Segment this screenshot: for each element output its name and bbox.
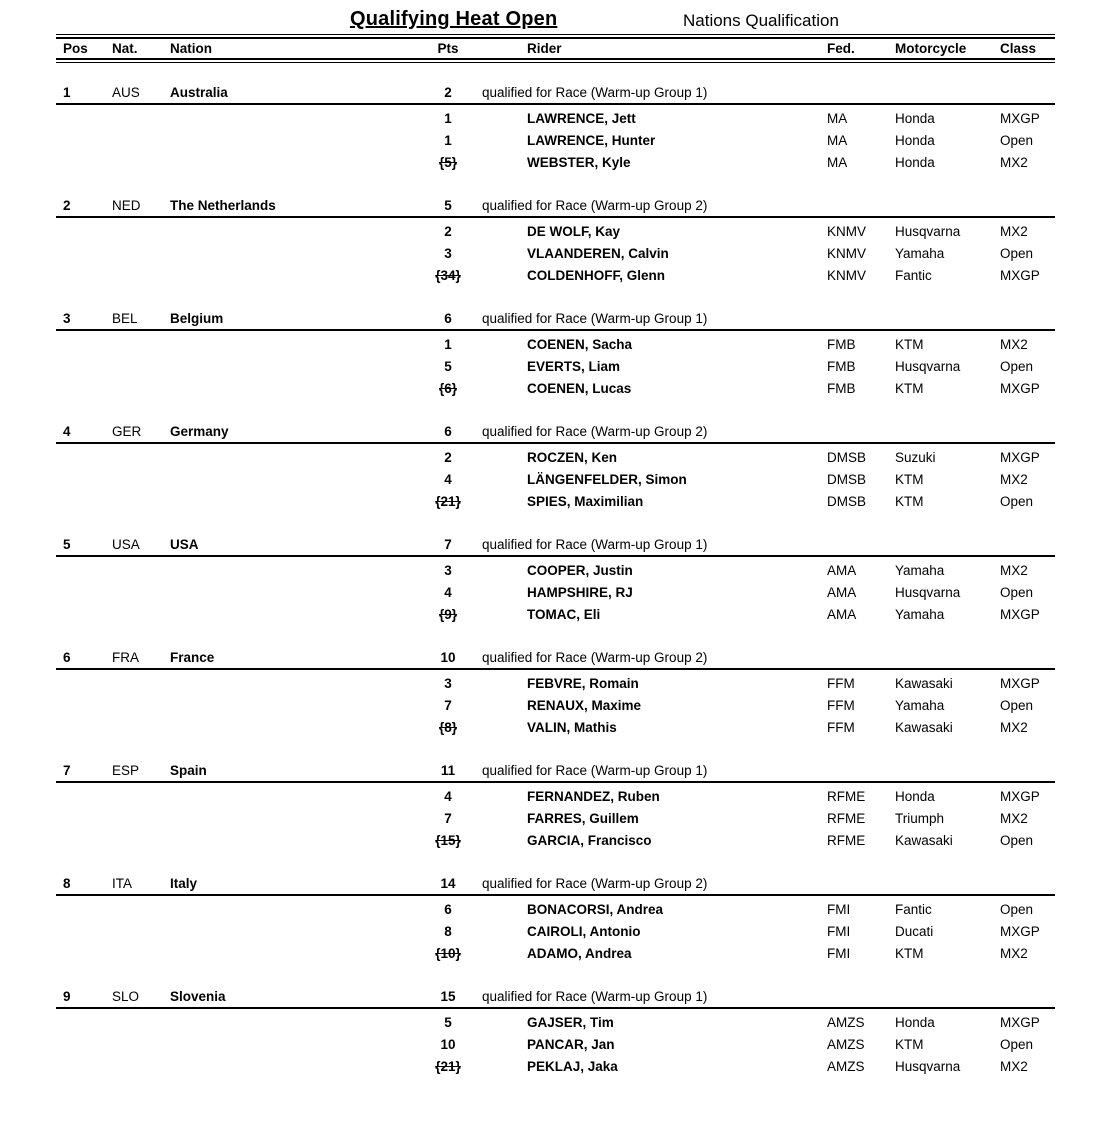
nation-position: 2 — [63, 198, 71, 214]
rider-class: MXGP — [1000, 268, 1040, 284]
rider-fed: FMB — [827, 381, 856, 397]
rider-fed: FFM — [827, 698, 855, 714]
rider-row — [56, 334, 1055, 356]
rider-fed: KNMV — [827, 268, 867, 284]
nation-points: 6 — [444, 424, 452, 440]
riders-container — [56, 105, 1055, 174]
nation-points: 10 — [440, 650, 456, 666]
nation-code: ITA — [112, 876, 132, 892]
riders-container — [56, 670, 1055, 739]
rider-row — [56, 491, 1055, 513]
rider-name: WEBSTER, Kyle — [527, 155, 631, 171]
rider-points: {8} — [438, 720, 457, 736]
nation-block — [56, 309, 1055, 400]
rider-motorcycle: Husqvarna — [895, 1059, 961, 1075]
qualified-text: qualified for Race (Warm-up Group 1) — [482, 537, 708, 553]
rider-name: HAMPSHIRE, RJ — [527, 585, 633, 601]
rider-motorcycle: Yamaha — [895, 698, 945, 714]
rider-points: 3 — [444, 676, 452, 692]
rider-class: Open — [1000, 833, 1034, 849]
rider-class: MXGP — [1000, 789, 1040, 805]
rider-name: FEBVRE, Romain — [527, 676, 639, 692]
page-subtitle: Nations Qualification — [683, 11, 839, 30]
riders-container — [56, 331, 1055, 400]
nation-name: Slovenia — [170, 989, 226, 1005]
rider-motorcycle: Honda — [895, 133, 935, 149]
nation-row — [56, 309, 1055, 331]
nation-position: 3 — [63, 311, 71, 327]
rider-row — [56, 717, 1055, 739]
rider-class: MXGP — [1000, 607, 1040, 623]
nation-code: SLO — [112, 989, 140, 1005]
nation-name: France — [170, 650, 215, 666]
nation-code: FRA — [112, 650, 139, 666]
rider-row — [56, 1034, 1055, 1056]
col-header-nation: Nation — [170, 40, 212, 56]
nation-row — [56, 535, 1055, 557]
rider-name: EVERTS, Liam — [527, 359, 621, 375]
rider-row — [56, 1056, 1055, 1078]
rider-motorcycle: Yamaha — [895, 246, 945, 262]
rider-class: MXGP — [1000, 676, 1040, 692]
rider-points: 8 — [444, 924, 452, 940]
qualified-text: qualified for Race (Warm-up Group 2) — [482, 198, 708, 214]
nation-points: 11 — [440, 763, 456, 779]
rider-class: MX2 — [1000, 472, 1028, 488]
rider-points: {34} — [435, 268, 461, 284]
qualified-text: qualified for Race (Warm-up Group 1) — [482, 311, 708, 327]
rider-class: MX2 — [1000, 224, 1028, 240]
rider-class: MXGP — [1000, 1015, 1040, 1031]
rider-row — [56, 469, 1055, 491]
rider-row — [56, 695, 1055, 717]
riders-container — [56, 896, 1055, 965]
rider-row — [56, 447, 1055, 469]
col-header-class: Class — [1000, 40, 1037, 56]
nation-position: 9 — [63, 989, 71, 1005]
rider-row — [56, 582, 1055, 604]
nation-block — [56, 987, 1055, 1078]
riders-container — [56, 218, 1055, 287]
nation-row — [56, 874, 1055, 896]
rider-points: 5 — [444, 359, 452, 375]
rider-motorcycle: Husqvarna — [895, 359, 961, 375]
rider-row — [56, 808, 1055, 830]
rider-name: LAWRENCE, Hunter — [527, 133, 656, 149]
rider-fed: DMSB — [827, 494, 867, 510]
nations-container — [56, 83, 1055, 1078]
nation-code: AUS — [112, 85, 140, 101]
qualified-text: qualified for Race (Warm-up Group 1) — [482, 763, 708, 779]
rider-class: MX2 — [1000, 337, 1028, 353]
rider-row — [56, 265, 1055, 287]
nation-code: GER — [112, 424, 142, 440]
nation-row — [56, 196, 1055, 218]
nation-points: 15 — [440, 989, 456, 1005]
rider-fed: AMZS — [827, 1015, 865, 1031]
rider-fed: RFME — [827, 789, 866, 805]
rider-name: FARRES, Guillem — [527, 811, 639, 827]
rider-name: LÄNGENFELDER, Simon — [527, 472, 687, 488]
rider-fed: FFM — [827, 676, 855, 692]
rider-row — [56, 1012, 1055, 1034]
rider-fed: RFME — [827, 833, 866, 849]
rider-points: 3 — [444, 246, 452, 262]
rider-motorcycle: Kawasaki — [895, 720, 953, 736]
rider-motorcycle: Husqvarna — [895, 585, 961, 601]
rider-motorcycle: KTM — [895, 946, 924, 962]
rider-name: GARCIA, Francisco — [527, 833, 652, 849]
page-title: Qualifying Heat Open — [350, 8, 558, 30]
rider-class: Open — [1000, 698, 1034, 714]
rider-fed: DMSB — [827, 450, 867, 466]
col-header-nat: Nat. — [112, 40, 138, 56]
rider-fed: MA — [827, 155, 848, 171]
rider-name: GAJSER, Tim — [527, 1015, 614, 1031]
rider-row — [56, 830, 1055, 852]
rider-points: 2 — [444, 224, 452, 240]
rider-row — [56, 899, 1055, 921]
rider-motorcycle: Ducati — [895, 924, 934, 940]
rider-points: 7 — [444, 698, 452, 714]
rider-fed: KNMV — [827, 224, 867, 240]
rider-class: Open — [1000, 246, 1034, 262]
rider-points: {21} — [435, 494, 461, 510]
rider-row — [56, 604, 1055, 626]
nation-code: BEL — [112, 311, 138, 327]
rider-points: 6 — [444, 902, 452, 918]
nation-row — [56, 83, 1055, 105]
rider-name: PEKLAJ, Jaka — [527, 1059, 618, 1075]
rider-class: Open — [1000, 133, 1034, 149]
riders-container — [56, 444, 1055, 513]
rider-fed: FMI — [827, 946, 851, 962]
rider-points: 1 — [444, 133, 452, 149]
rider-points: {9} — [438, 607, 457, 623]
rider-motorcycle: KTM — [895, 337, 924, 353]
rider-class: Open — [1000, 494, 1034, 510]
nation-row — [56, 648, 1055, 670]
rider-row — [56, 130, 1055, 152]
rider-motorcycle: Husqvarna — [895, 224, 961, 240]
rider-class: Open — [1000, 585, 1034, 601]
nation-points: 14 — [440, 876, 456, 892]
nation-block — [56, 535, 1055, 626]
results-table — [56, 34, 1055, 1078]
rider-points: {6} — [438, 381, 457, 397]
rider-row — [56, 673, 1055, 695]
rider-motorcycle: Honda — [895, 1015, 935, 1031]
qualified-text: qualified for Race (Warm-up Group 1) — [482, 989, 708, 1005]
nation-row — [56, 761, 1055, 783]
nation-name: The Netherlands — [170, 198, 276, 214]
rider-class: MX2 — [1000, 1059, 1028, 1075]
header-rule-bottom-thin — [56, 62, 1055, 63]
rider-row — [56, 943, 1055, 965]
rider-points: {15} — [435, 833, 461, 849]
rider-motorcycle: Honda — [895, 111, 935, 127]
rider-name: CAIROLI, Antonio — [527, 924, 641, 940]
nation-points: 7 — [444, 537, 452, 553]
rider-class: MX2 — [1000, 811, 1028, 827]
nation-name: USA — [170, 537, 199, 553]
rider-class: MXGP — [1000, 924, 1040, 940]
rider-name: BONACORSI, Andrea — [527, 902, 664, 918]
rider-points: {10} — [435, 946, 461, 962]
col-header-motorcycle: Motorcycle — [895, 40, 967, 56]
rider-class: Open — [1000, 359, 1034, 375]
rider-class: MXGP — [1000, 111, 1040, 127]
rider-row — [56, 378, 1055, 400]
rider-points: {21} — [435, 1059, 461, 1075]
rider-motorcycle: Kawasaki — [895, 833, 953, 849]
rider-fed: AMA — [827, 563, 857, 579]
rider-fed: AMZS — [827, 1059, 865, 1075]
nation-points: 6 — [444, 311, 452, 327]
rider-points: 4 — [444, 472, 452, 488]
nation-row — [56, 987, 1055, 1009]
rider-motorcycle: Triumph — [895, 811, 945, 827]
rider-row — [56, 221, 1055, 243]
qualified-text: qualified for Race (Warm-up Group 2) — [482, 876, 708, 892]
rider-motorcycle: KTM — [895, 472, 924, 488]
nation-position: 4 — [63, 424, 71, 440]
rider-fed: FMI — [827, 902, 851, 918]
rider-points: 10 — [440, 1037, 456, 1053]
rider-class: MX2 — [1000, 563, 1028, 579]
rider-row — [56, 786, 1055, 808]
rider-fed: AMZS — [827, 1037, 865, 1053]
rider-class: MXGP — [1000, 450, 1040, 466]
rider-name: COOPER, Justin — [527, 563, 633, 579]
rider-motorcycle: Honda — [895, 155, 935, 171]
rider-points: 4 — [444, 789, 452, 805]
nation-row — [56, 422, 1055, 444]
rider-name: VLAANDEREN, Calvin — [527, 246, 669, 262]
rider-name: FERNANDEZ, Ruben — [527, 789, 660, 805]
rider-motorcycle: KTM — [895, 494, 924, 510]
nation-position: 1 — [63, 85, 71, 101]
table-header-row — [56, 39, 1055, 58]
rider-fed: FMB — [827, 359, 856, 375]
nation-block — [56, 422, 1055, 513]
col-header-pos: Pos — [63, 40, 88, 56]
rider-motorcycle: KTM — [895, 381, 924, 397]
nation-block — [56, 874, 1055, 965]
rider-points: 1 — [444, 111, 452, 127]
rider-points: 2 — [444, 450, 452, 466]
rider-fed: KNMV — [827, 246, 867, 262]
rider-points: 7 — [444, 811, 452, 827]
rider-name: DE WOLF, Kay — [527, 224, 621, 240]
rider-name: TOMAC, Eli — [527, 607, 601, 623]
rider-row — [56, 243, 1055, 265]
rider-row — [56, 108, 1055, 130]
nation-name: Germany — [170, 424, 229, 440]
nation-block — [56, 761, 1055, 852]
rider-fed: RFME — [827, 811, 866, 827]
rider-name: LAWRENCE, Jett — [527, 111, 636, 127]
rider-class: Open — [1000, 1037, 1034, 1053]
rider-points: 4 — [444, 585, 452, 601]
rider-name: COENEN, Lucas — [527, 381, 632, 397]
rider-fed: FMB — [827, 337, 856, 353]
qualified-text: qualified for Race (Warm-up Group 1) — [482, 85, 708, 101]
rider-fed: FMI — [827, 924, 851, 940]
nation-points: 2 — [444, 85, 452, 101]
rider-name: RENAUX, Maxime — [527, 698, 642, 714]
rider-fed: DMSB — [827, 472, 867, 488]
rider-motorcycle: Kawasaki — [895, 676, 953, 692]
rider-class: MXGP — [1000, 381, 1040, 397]
rider-points: 5 — [444, 1015, 452, 1031]
nation-code: USA — [112, 537, 140, 553]
qualified-text: qualified for Race (Warm-up Group 2) — [482, 650, 708, 666]
rider-row — [56, 152, 1055, 174]
rider-motorcycle: Yamaha — [895, 607, 945, 623]
rider-fed: AMA — [827, 585, 857, 601]
col-header-rider: Rider — [527, 40, 562, 56]
rider-fed: MA — [827, 111, 848, 127]
rider-motorcycle: KTM — [895, 1037, 924, 1053]
nation-name: Italy — [170, 876, 198, 892]
nation-position: 8 — [63, 876, 71, 892]
nation-position: 7 — [63, 763, 71, 779]
rider-points: 1 — [444, 337, 452, 353]
rider-motorcycle: Yamaha — [895, 563, 945, 579]
rider-class: MX2 — [1000, 946, 1028, 962]
rider-name: VALIN, Mathis — [527, 720, 617, 736]
rider-class: Open — [1000, 902, 1034, 918]
rider-points: 3 — [444, 563, 452, 579]
nation-code: NED — [112, 198, 141, 214]
nation-block — [56, 83, 1055, 174]
rider-motorcycle: Fantic — [895, 268, 932, 284]
nation-position: 6 — [63, 650, 71, 666]
rider-row — [56, 356, 1055, 378]
col-header-pts: Pts — [437, 40, 459, 56]
rider-name: COLDENHOFF, Glenn — [527, 268, 665, 284]
nation-name: Belgium — [170, 311, 224, 327]
rider-motorcycle: Fantic — [895, 902, 932, 918]
rider-name: SPIES, Maximilian — [527, 494, 644, 510]
rider-class: MX2 — [1000, 720, 1028, 736]
riders-container — [56, 1009, 1055, 1078]
rider-class: MX2 — [1000, 155, 1028, 171]
rider-row — [56, 560, 1055, 582]
rider-fed: AMA — [827, 607, 857, 623]
nation-block — [56, 648, 1055, 739]
rider-fed: FFM — [827, 720, 855, 736]
rider-points: {5} — [438, 155, 457, 171]
nation-points: 5 — [444, 198, 452, 214]
col-header-fed: Fed. — [827, 40, 855, 56]
nation-name: Spain — [170, 763, 207, 779]
rider-row — [56, 921, 1055, 943]
nation-position: 5 — [63, 537, 71, 553]
nation-name: Australia — [170, 85, 228, 101]
qualified-text: qualified for Race (Warm-up Group 2) — [482, 424, 708, 440]
riders-container — [56, 557, 1055, 626]
rider-name: ROCZEN, Ken — [527, 450, 618, 466]
riders-container — [56, 783, 1055, 852]
nation-code: ESP — [112, 763, 140, 779]
rider-motorcycle: Suzuki — [895, 450, 936, 466]
nation-block — [56, 196, 1055, 287]
rider-motorcycle: Honda — [895, 789, 935, 805]
rider-name: ADAMO, Andrea — [527, 946, 632, 962]
rider-name: COENEN, Sacha — [527, 337, 633, 353]
document-header — [0, 0, 1112, 34]
rider-fed: MA — [827, 133, 848, 149]
rider-name: PANCAR, Jan — [527, 1037, 615, 1053]
